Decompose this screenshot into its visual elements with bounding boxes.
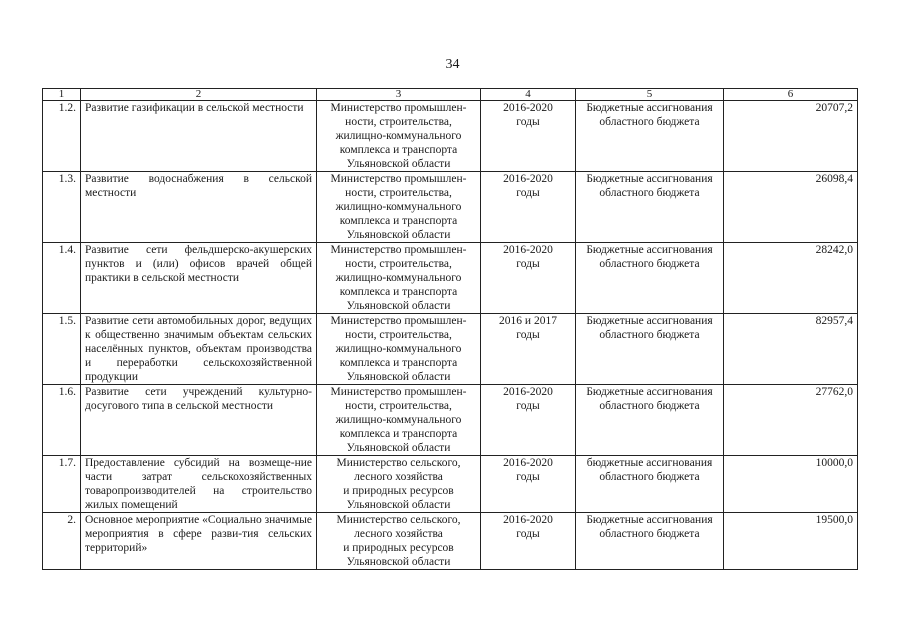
amount: 19500,0 [724,513,858,570]
table-row [43,172,858,243]
amount: 26098,4 [724,172,858,243]
column-number-6: 6 [724,89,858,101]
amount: 82957,4 [724,314,858,385]
executor: Министерство промышлен- ности, строительства, жилищно-коммунального комплекса и транспорта Ульяновской области [317,385,481,456]
activity-name: Развитие газификации в сельской местности [81,101,317,172]
activity-name: Развитие сети фельдшерско-акушерских пунктов и (или) офисов врачей общей практики в сельской местности [81,243,317,314]
activity-name: Предоставление субсидий на возмеще-ние части затрат сельскохозяйственных товаропроизводителей на строительство жилых помещений [81,456,317,513]
amount: 27762,0 [724,385,858,456]
executor: Министерство сельского, лесного хозяйства и природных ресурсов Ульяновской области [317,513,481,570]
table-header-row [43,89,858,101]
period: 2016-2020 годы [481,243,576,314]
row-number: 1.7. [43,456,81,513]
column-number-1: 1 [43,89,81,101]
amount: 20707,2 [724,101,858,172]
row-number: 2. [43,513,81,570]
executor: Министерство промышлен- ности, строительства, жилищно-коммунального комплекса и транспорта Ульяновской области [317,243,481,314]
executor: Министерство промышлен- ности, строительства, жилищно-коммунального комплекса и транспорта Ульяновской области [317,314,481,385]
column-number-5: 5 [576,89,724,101]
period: 2016-2020 годы [481,385,576,456]
funding-source: Бюджетные ассигнования областного бюджета [576,385,724,456]
period: 2016-2020 годы [481,101,576,172]
amount: 28242,0 [724,243,858,314]
row-number: 1.2. [43,101,81,172]
table-row [43,314,858,385]
funding-source: Бюджетные ассигнования областного бюджета [576,314,724,385]
table-row [43,101,858,172]
funding-source: Бюджетные ассигнования областного бюджета [576,513,724,570]
executor: Министерство промышлен- ности, строительства, жилищно-коммунального комплекса и транспорта Ульяновской области [317,101,481,172]
row-number: 1.5. [43,314,81,385]
column-number-4: 4 [481,89,576,101]
executor: Министерство сельского, лесного хозяйства и природных ресурсов Ульяновской области [317,456,481,513]
table-row [43,513,858,570]
row-number: 1.6. [43,385,81,456]
period: 2016-2020 годы [481,172,576,243]
period: 2016-2020 годы [481,456,576,513]
activity-name: Развитие водоснабжения в сельской местности [81,172,317,243]
table-row [43,385,858,456]
period: 2016-2020 годы [481,513,576,570]
funding-source: Бюджетные ассигнования областного бюджета [576,101,724,172]
period: 2016 и 2017 годы [481,314,576,385]
amount: 10000,0 [724,456,858,513]
column-number-2: 2 [81,89,317,101]
funding-source: Бюджетные ассигнования областного бюджета [576,243,724,314]
activity-name: Развитие сети автомобильных дорог, ведущих к общественно значимым объектам сельских населённых пунктов, объектам производства и переработки сельскохозяйственной продукции [81,314,317,385]
activity-name: Основное мероприятие «Социально значимые мероприятия в сфере разви-тия сельских территорий» [81,513,317,570]
column-number-3: 3 [317,89,481,101]
row-number: 1.3. [43,172,81,243]
table-row [43,456,858,513]
activity-name: Развитие сети учреждений культурно-досугового типа в сельской местности [81,385,317,456]
activities-table [42,88,858,570]
row-number: 1.4. [43,243,81,314]
funding-source: Бюджетные ассигнования областного бюджета [576,172,724,243]
funding-source: бюджетные ассигнования областного бюджета [576,456,724,513]
table-row [43,243,858,314]
executor: Министерство промышлен- ности, строительства, жилищно-коммунального комплекса и транспорта Ульяновской области [317,172,481,243]
page-number: 34 [445,57,460,72]
